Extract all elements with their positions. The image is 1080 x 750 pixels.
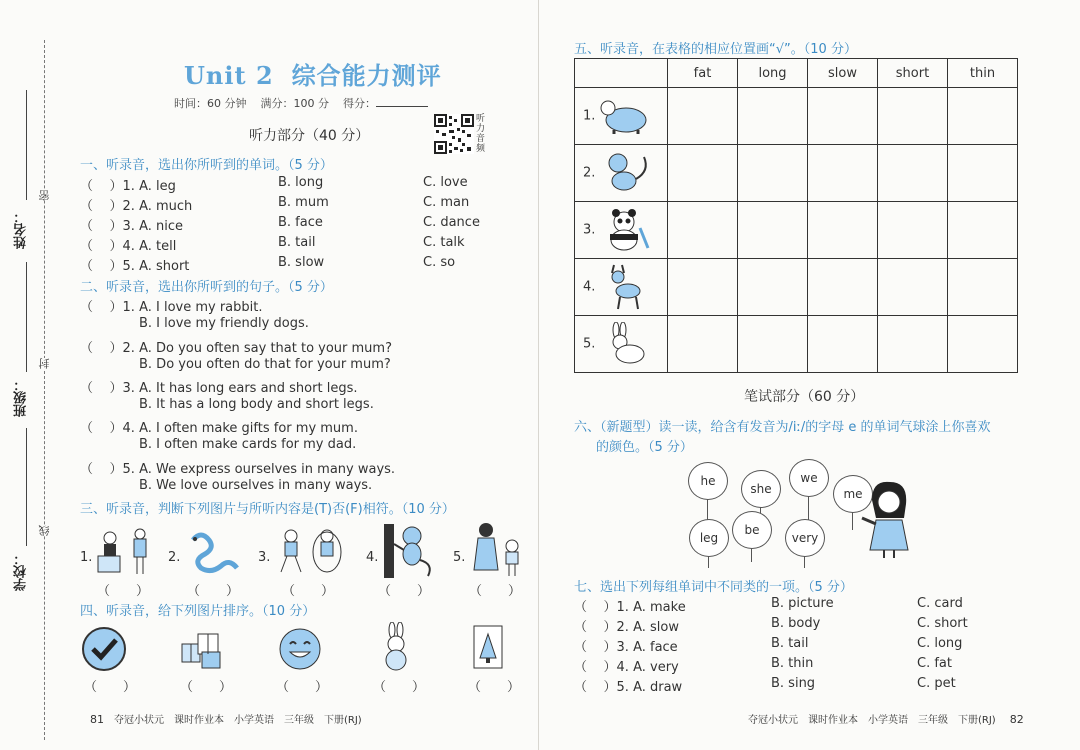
section-7-title: 七、选出下列每组单词中不同类的一项。（5 分）: [574, 580, 853, 595]
s1-row-5[interactable]: （ ）5. A. short: [80, 259, 190, 274]
s7-row-3[interactable]: （ ）3. A. face: [574, 640, 678, 655]
table-cell[interactable]: [878, 145, 948, 202]
option: C. card: [917, 596, 963, 611]
s2-item-4[interactable]: （ ）4. A. I often make gifts for my mum.: [80, 421, 358, 436]
option: B. picture: [771, 596, 834, 611]
s3-num: 5.: [453, 550, 466, 565]
full-score-info: 满分：100 分: [260, 97, 329, 110]
checkmark-badge-icon: [80, 626, 128, 672]
option: B. sing: [771, 676, 816, 691]
header-short: short: [878, 59, 948, 88]
left-page: [0, 0, 539, 750]
answer-blank[interactable]: （ ）: [468, 680, 521, 695]
option: B. face: [278, 215, 323, 230]
table-row: [575, 88, 1018, 145]
name-label: 姓名：: [14, 210, 29, 249]
snake-icon: [185, 528, 241, 576]
s3-num: 3.: [258, 550, 271, 565]
table-cell[interactable]: [948, 88, 1018, 145]
table-corner: [575, 59, 668, 88]
page-title: [184, 56, 442, 91]
balloon-string: [804, 556, 805, 568]
answer-blank[interactable]: （ ）: [187, 584, 240, 599]
balloon-string: [708, 556, 709, 568]
option: C. love: [423, 175, 468, 190]
row-label-1: 1.: [575, 88, 668, 145]
score-field[interactable]: [376, 96, 428, 107]
option: B. body: [771, 616, 821, 631]
s2-item-3[interactable]: （ ）3. A. It has long ears and short legs.: [80, 381, 358, 396]
table-cell[interactable]: [738, 202, 808, 259]
table-cell[interactable]: [948, 259, 1018, 316]
answer-blank[interactable]: （ ）: [84, 680, 137, 695]
table-cell[interactable]: [668, 316, 738, 373]
table-cell[interactable]: [808, 202, 878, 259]
table-row: [575, 145, 1018, 202]
balloon-she[interactable]: she: [741, 470, 781, 508]
listening-part-heading: 听力部分（40 分）: [249, 128, 370, 144]
table-cell[interactable]: [948, 145, 1018, 202]
smiley-face-icon: [276, 626, 324, 672]
balloon-he[interactable]: he: [688, 462, 728, 500]
balloon-string: [852, 512, 853, 530]
s1-row-2[interactable]: （ ）2. A. much: [80, 199, 193, 214]
s1-row-3[interactable]: （ ）3. A. nice: [80, 219, 183, 234]
section-6-title: 六、（新题型）读一读，给含有发音为/iː/的字母 e 的单词气球涂上你喜欢: [574, 420, 991, 435]
option: B. slow: [278, 255, 325, 270]
qr-label: 听力音频: [476, 114, 486, 154]
children-running-icon: [275, 528, 347, 576]
table-cell[interactable]: [808, 88, 878, 145]
option: B. Do you often do that for your mum?: [139, 357, 391, 372]
table-cell[interactable]: [738, 145, 808, 202]
table-cell[interactable]: [948, 202, 1018, 259]
table-cell[interactable]: [808, 145, 878, 202]
footer-text: 夺冠小状元 课时作业本 小学英语 三年级 下册(RJ): [748, 715, 996, 726]
rabbit-icon: [600, 322, 652, 366]
turtle-icon: [600, 96, 652, 136]
section-2-title: 二、听录音，选出你所听到的句子。（5 分）: [80, 280, 333, 295]
s2-item-1[interactable]: （ ）1. A. I love my rabbit.: [80, 300, 263, 315]
table-cell[interactable]: [878, 88, 948, 145]
section-1-title: 一、听录音，选出你所听到的单词。（5 分）: [80, 158, 333, 173]
name-field[interactable]: [26, 90, 27, 200]
option: C. so: [423, 255, 456, 270]
s7-row-5[interactable]: （ ）5. A. draw: [574, 680, 683, 695]
monkey-icon: [600, 151, 652, 195]
score-label: 得分：: [343, 97, 376, 110]
qr-code-icon[interactable]: [434, 114, 474, 154]
option: B. tail: [771, 636, 809, 651]
binding-margin: [0, 0, 62, 750]
table-cell[interactable]: [668, 145, 738, 202]
panda-icon: [600, 208, 652, 252]
s2-item-2[interactable]: （ ）2. A. Do you often say that to your mum?: [80, 341, 392, 356]
school-field[interactable]: [26, 428, 27, 546]
option: B. mum: [278, 195, 329, 210]
table-cell[interactable]: [668, 202, 738, 259]
section-5-title: 五、听录音，在表格的相应位置画“√”。（10 分）: [574, 42, 857, 57]
row-label-4: 4.: [575, 259, 668, 316]
section-4-title: 四、听录音，给下列图片排序。（10 分）: [80, 604, 316, 619]
table-row: [575, 259, 1018, 316]
s3-num: 1.: [80, 550, 93, 565]
option: C. talk: [423, 235, 465, 250]
header-thin: thin: [948, 59, 1018, 88]
option: C. long: [917, 636, 963, 651]
written-part-heading: 笔试部分（60 分）: [744, 389, 865, 405]
option: B. It has a long body and short legs.: [139, 397, 374, 412]
s2-item-5[interactable]: （ ）5. A. We express ourselves in many ways.: [80, 462, 396, 477]
option: C. dance: [423, 215, 480, 230]
s3-num: 4.: [366, 550, 379, 565]
title-cn: 综合能力测评: [291, 61, 442, 90]
table-cell[interactable]: [738, 316, 808, 373]
option: C. pet: [917, 676, 956, 691]
gifts-icon: [178, 626, 226, 672]
header-slow: slow: [808, 59, 878, 88]
s3-num: 2.: [168, 550, 181, 565]
option: B. thin: [771, 656, 814, 671]
option: B. long: [278, 175, 324, 190]
answer-blank[interactable]: （ ）: [276, 680, 329, 695]
row-label-3: 3.: [575, 202, 668, 259]
boy-drawing-icon: [94, 528, 156, 576]
girl-icon: [858, 478, 918, 558]
table-cell[interactable]: [668, 88, 738, 145]
balloon-leg[interactable]: leg: [689, 519, 729, 557]
table-row: [575, 202, 1018, 259]
table-cell[interactable]: [878, 202, 948, 259]
table-cell[interactable]: [738, 88, 808, 145]
answer-blank[interactable]: （ ）: [378, 584, 431, 599]
balloon-string: [751, 548, 752, 562]
mother-child-icon: [470, 522, 526, 578]
answer-blank[interactable]: （ ）: [97, 584, 150, 599]
option: C. fat: [917, 656, 952, 671]
cut-mark-xian: 线: [38, 525, 51, 536]
s1-row-4[interactable]: （ ）4. A. tell: [80, 239, 177, 254]
s7-row-2[interactable]: （ ）2. A. slow: [574, 620, 679, 635]
table-cell[interactable]: [948, 316, 1018, 373]
row-label-5: 5.: [575, 316, 668, 373]
bunny-icon: [372, 622, 420, 672]
option: B. tail: [278, 235, 316, 250]
page-number: 81: [90, 713, 104, 726]
table-cell[interactable]: [808, 259, 878, 316]
s7-row-4[interactable]: （ ）4. A. very: [574, 660, 679, 675]
exam-meta: [174, 95, 428, 111]
section-6-title-2: 的颜色。（5 分）: [596, 440, 693, 455]
option: B. I love my friendly dogs.: [139, 316, 309, 331]
balloon-me[interactable]: me: [833, 475, 873, 513]
footer-text: 夺冠小状元 课时作业本 小学英语 三年级 下册(RJ): [114, 715, 362, 726]
cut-mark-feng: 封: [38, 358, 51, 369]
table-cell[interactable]: [878, 316, 948, 373]
answer-blank[interactable]: （ ）: [282, 584, 335, 599]
option: B. I often make cards for my dad.: [139, 437, 357, 452]
school-label: 学校：: [14, 552, 29, 591]
time-info: 时间：60 分钟: [174, 97, 247, 110]
answer-blank[interactable]: （ ）: [469, 584, 522, 599]
s7-row-1[interactable]: （ ）1. A. make: [574, 600, 686, 615]
page-number: 82: [1009, 713, 1024, 726]
footer-left: [90, 711, 362, 726]
balloon-very[interactable]: very: [785, 519, 825, 557]
table-cell[interactable]: [878, 259, 948, 316]
section-3-title: 三、听录音，判断下列图片与所听内容是(T)否(F)相符。（10 分）: [80, 502, 455, 517]
cut-line: [44, 40, 45, 740]
option: C. man: [423, 195, 470, 210]
option: C. short: [917, 616, 968, 631]
class-label: 班级：: [14, 378, 29, 417]
answer-blank[interactable]: （ ）: [373, 680, 426, 695]
monkey-tree-icon: [382, 524, 438, 578]
balloon-we[interactable]: we: [789, 459, 829, 497]
s1-row-1[interactable]: （ ）1. A. leg: [80, 179, 176, 194]
table-cell[interactable]: [668, 259, 738, 316]
table-cell[interactable]: [808, 316, 878, 373]
balloon-be[interactable]: be: [732, 511, 772, 549]
table-cell[interactable]: [738, 259, 808, 316]
table-row: [575, 316, 1018, 373]
header-long: long: [738, 59, 808, 88]
animal-table: [574, 58, 1018, 373]
class-field[interactable]: [26, 262, 27, 372]
card-icon: [468, 624, 508, 672]
option: B. We love ourselves in many ways.: [139, 478, 373, 493]
cut-mark-mi: 密: [38, 190, 51, 201]
answer-blank[interactable]: （ ）: [180, 680, 233, 695]
deer-icon: [600, 263, 652, 311]
header-fat: fat: [668, 59, 738, 88]
footer-right: [748, 711, 1024, 726]
row-label-2: 2.: [575, 145, 668, 202]
unit-label: Unit 2: [184, 61, 274, 90]
